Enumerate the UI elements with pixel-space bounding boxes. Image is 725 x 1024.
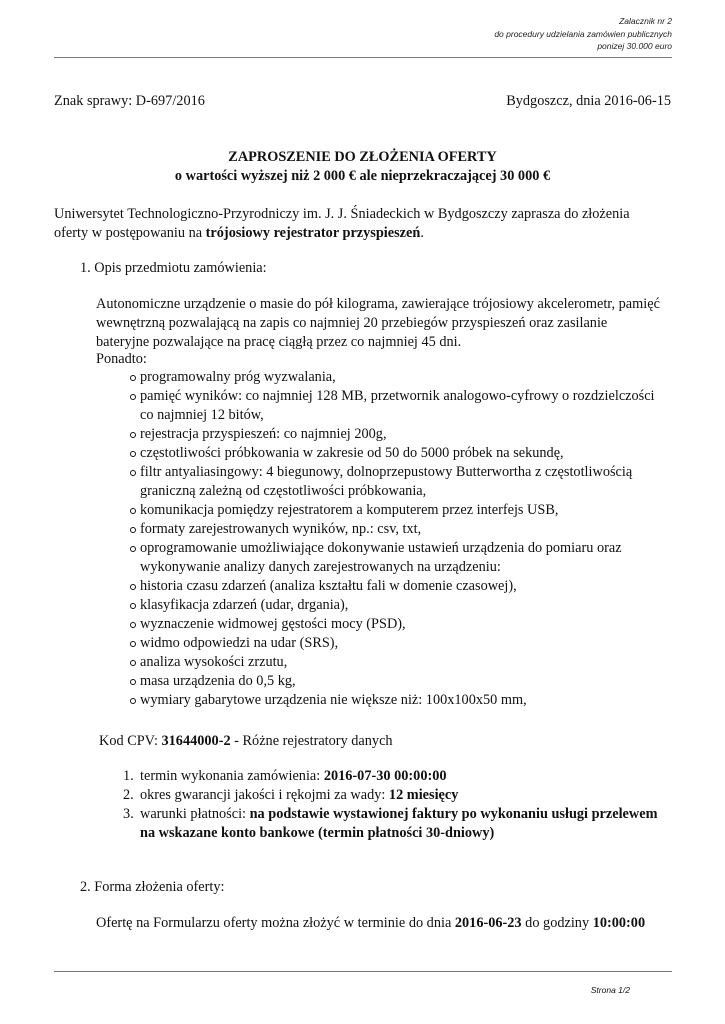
payment-terms-cont: na wskazane konto bankowe (termin płatności 30-dniowy) xyxy=(140,825,495,841)
list-item: masa urządzenia do 0,5 kg, xyxy=(130,672,655,691)
place-date: Bydgoszcz, dnia 2016-06-15 xyxy=(506,93,671,109)
list-item: widmo odpowiedzi na udar (SRS), xyxy=(130,634,655,653)
section-2-heading: 2. Forma złożenia oferty: xyxy=(80,879,225,895)
cpv-line: Kod CPV: 31644000-2 - Różne rejestratory danych xyxy=(99,733,393,749)
page-number: Strona 1/2 xyxy=(590,985,630,995)
description-line-1: Autonomiczne urządzenie o masie do pół kilograma, zawierające trójosiowy akcelerometr, pamięć xyxy=(96,296,660,312)
list-item: wymiary gabarytowe urządzenia nie większe niż: 100x100x50 mm, xyxy=(130,691,655,710)
list-item: analiza wysokości zrzutu, xyxy=(130,653,655,672)
deadline-time: 10:00:00 xyxy=(592,915,646,931)
description-line-3: bateryjne pozwalające na pracę ciągłą przez co najmniej 45 dni. xyxy=(96,334,462,350)
case-reference: Znak sprawy: D-697/2016 xyxy=(54,93,205,109)
term-item-1: 1. termin wykonania zamówienia: 2016-07-30 00:00:00 xyxy=(123,768,447,784)
document-subtitle: o wartości wyższej niż 2 000 € ale nieprzekraczającej 30 000 € xyxy=(174,168,551,184)
intro-line-2: oferty w postępowaniu na trójosiowy rejestrator przyspieszeń. xyxy=(54,225,424,241)
list-item: co najmniej 12 bitów, xyxy=(140,407,264,423)
header-line-2: do procedury udzielania zamówien publicznych xyxy=(494,28,672,39)
list-item: wyznaczenie widmowej gęstości mocy (PSD), xyxy=(130,615,655,634)
list-item: oprogramowanie umożliwiające dokonywanie ustawień urządzenia do pomiaru oraz xyxy=(130,539,655,558)
list-item: programowalny próg wyzwalania, xyxy=(130,368,655,387)
list-item: klasyfikacja zdarzeń (udar, drgania), xyxy=(130,596,655,615)
footer-divider xyxy=(54,971,672,972)
list-item: komunikacja pomiędzy rejestratorem a komputerem przez interfejs USB, xyxy=(130,501,655,520)
list-item: graniczną zależną od częstotliwości próbkowania, xyxy=(140,483,427,499)
subject-name: trójosiowy rejestrator przyspieszeń xyxy=(205,225,421,241)
header-divider xyxy=(54,57,672,58)
ponadto-label: Ponadto: xyxy=(96,351,147,367)
list-item: filtr antyaliasingowy: 4 biegunowy, dolnoprzepustowy Butterwortha z częstotliwością xyxy=(130,463,655,482)
deadline-date: 2016-06-23 xyxy=(454,915,522,931)
cpv-code: 31644000-2 xyxy=(161,733,231,749)
payment-terms: na podstawie wystawionej faktury po wykonaniu usługi przelewem xyxy=(249,806,658,822)
list-item: formaty zarejestrowanych wyników, np.: csv, txt, xyxy=(130,520,655,539)
attachment-header xyxy=(494,15,672,53)
term-item-3: 3. warunki płatności: na podstawie wystawionej faktury po wykonaniu usługi przelewem xyxy=(123,806,658,822)
list-item: częstotliwości próbkowania w zakresie od 50 do 5000 próbek na sekundę, xyxy=(130,444,655,463)
section-1-heading: 1. Opis przedmiotu zamówienia: xyxy=(80,260,267,276)
warranty-period: 12 miesięcy xyxy=(388,787,459,803)
list-item: wykonywanie analizy danych zarejestrowanych na urządzeniu: xyxy=(140,559,501,575)
list-item: rejestracja przyspieszeń: co najmniej 200g, xyxy=(130,425,655,444)
term-item-2: 2. okres gwarancji jakości i rękojmi za wady: 12 miesięcy xyxy=(123,787,459,803)
intro-line-1: Uniwersytet Technologiczno-Przyrodniczy im. J. J. Śniadeckich w Bydgoszczy zaprasza do złożenia xyxy=(54,206,630,222)
description-line-2: wewnętrzną pozwalającą na zapis co najmniej 20 przebiegów przyspieszeń oraz zasilanie xyxy=(96,315,608,331)
header-line-3: ponizej 30.000 euro xyxy=(597,41,672,51)
list-item: pamięć wyników: co najmniej 128 MB, przetwornik analogowo-cyfrowy o rozdzielczości xyxy=(130,387,655,406)
requirements-list xyxy=(130,368,655,710)
header-line-1: Zalacznik nr 2 xyxy=(619,16,672,26)
offer-deadline: Ofertę na Formularzu oferty można złożyć w terminie do dnia 2016-06-23 do godziny 10:00:00 xyxy=(96,915,646,931)
completion-date: 2016-07-30 00:00:00 xyxy=(323,768,447,784)
document-title: ZAPROSZENIE DO ZŁOŻENIA OFERTY xyxy=(228,149,497,165)
list-item: historia czasu zdarzeń (analiza kształtu fali w domenie czasowej), xyxy=(130,577,655,596)
